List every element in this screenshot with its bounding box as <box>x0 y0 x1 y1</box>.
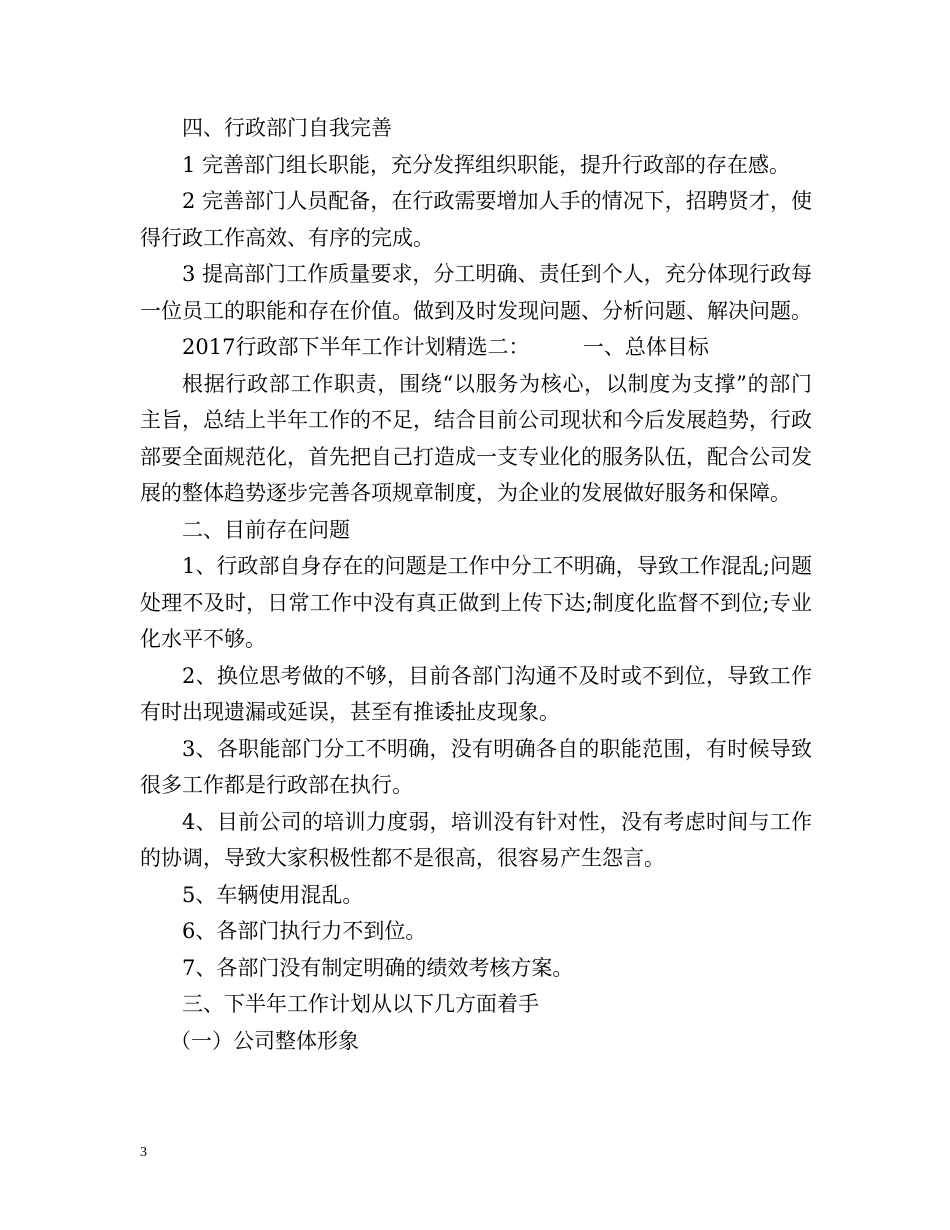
paragraph: 3 提高部门工作质量要求，分工明确、责任到个人，充分体现行政每一位员工的职能和存在价值。做到及时发现问题、分析问题、解决问题。 <box>140 262 812 323</box>
subheading-company-image: （一）公司整体形象 <box>170 1028 359 1053</box>
heading-plan-2-overall-goal: 2017行政部下半年工作计划精选二： 一、总体目标 <box>182 335 709 359</box>
list-item: 4、目前公司的培训力度弱，培训没有针对性，没有考虑时间与工作的协调，导致大家积极性都不是很高，很容易产生怨言。 <box>140 809 812 870</box>
document-body <box>140 110 812 1059</box>
paragraph: 根据行政部工作职责，围绕“以服务为核心，以制度为支撑”的部门主旨，总结上半年工作的不足，结合目前公司现状和今后发展趋势，行政部要全面规范化，首先把自己打造成一支专业化的服务队伍，配合公司发展的整体趋势逐步完善各项规章制度，为企业的发展做好服务和保障。 <box>140 371 812 505</box>
list-item: 5、车辆使用混乱。 <box>182 882 364 907</box>
paragraph: 2 完善部门人员配备，在行政需要增加人手的情况下，招聘贤才，使得行政工作高效、有序的完成。 <box>140 189 812 250</box>
list-item: 7、各部门没有制定明确的绩效考核方案。 <box>182 955 574 980</box>
list-item: 1、行政部自身存在的问题是工作中分工不明确，导致工作混乱;问题处理不及时，日常工作中没有真正做到上传下达;制度化监督不到位;专业化水平不够。 <box>140 554 812 651</box>
page-number: 3 <box>140 1145 147 1160</box>
list-item: 2、换位思考做的不够，目前各部门沟通不及时或不到位，导致工作有时出现遗漏或延误，甚至有推诿扯皮现象。 <box>140 663 812 724</box>
list-item: 3、各职能部门分工不明确，没有明确各自的职能范围，有时候导致很多工作都是行政部在执行。 <box>140 736 812 797</box>
paragraph: 1 完善部门组长职能，充分发挥组织职能，提升行政部的存在感。 <box>182 152 791 177</box>
heading-current-problems: 二、目前存在问题 <box>182 517 350 542</box>
heading-section-4: 四、行政部门自我完善 <box>182 116 392 140</box>
heading-second-half-plan: 三、下半年工作计划从以下几方面着手 <box>182 992 539 1016</box>
list-item: 6、各部门执行力不到位。 <box>182 919 427 943</box>
